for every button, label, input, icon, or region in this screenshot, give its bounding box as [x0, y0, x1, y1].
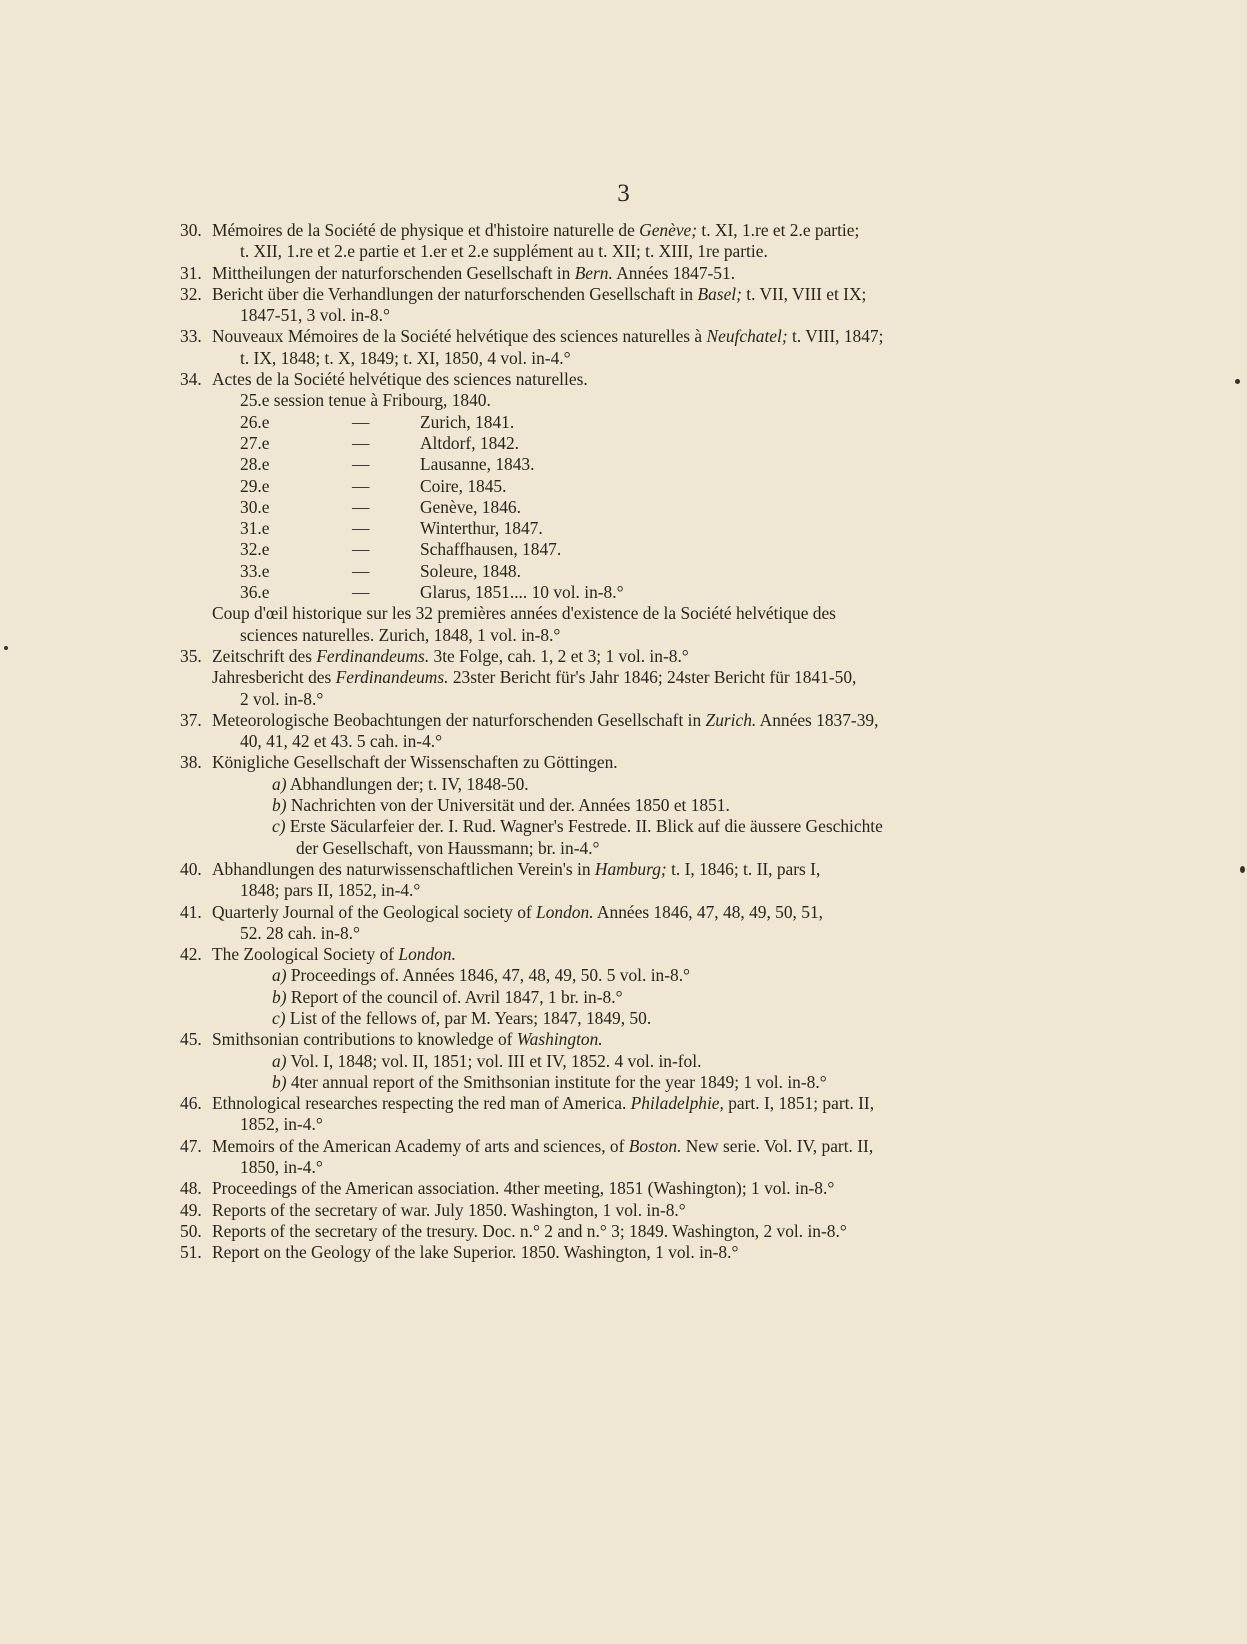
- sub-text: Proceedings of. Années 1846, 47, 48, 49, 50. 5 vol. in-8.°: [286, 965, 691, 986]
- entry-34: [180, 369, 1210, 646]
- session-place: Winterthur, 1847.: [420, 518, 543, 539]
- entry-text: 23ster Bericht für's Jahr 1846; 24ster Bericht für 1841-50,: [448, 667, 857, 688]
- entry-text: Années 1837-39,: [756, 709, 879, 730]
- session-dash: —: [352, 518, 370, 539]
- entry-text: Années 1846, 47, 48, 49, 50, 51,: [593, 901, 823, 922]
- session-row: [212, 561, 1210, 582]
- entry-place: Ferdinandeums.: [316, 645, 430, 666]
- session-place: Zurich, 1841.: [420, 411, 515, 432]
- ink-speck: [4, 646, 8, 650]
- entry-place: London.: [398, 944, 456, 965]
- entry-31: [180, 263, 1210, 284]
- ink-speck: [1235, 379, 1240, 384]
- entry-49: [180, 1200, 1210, 1221]
- entry-place: Ferdinandeums.: [335, 667, 449, 688]
- entry-text: t. XI, 1.re et 2.e partie;: [697, 220, 860, 240]
- entry-number: 30.: [180, 220, 202, 240]
- entry-place: Washington.: [516, 1029, 603, 1050]
- session-dash: —: [352, 496, 370, 517]
- session-dash: —: [352, 560, 370, 581]
- entry-text: 3te Folge, cah. 1, 2 et 3; 1 vol. in-8.°: [429, 645, 689, 666]
- sub-entry-b: [212, 1072, 1210, 1093]
- entry-number: 51.: [180, 1242, 202, 1263]
- entry-text: Actes de la Société helvétique des sciences naturelles.: [212, 369, 588, 390]
- session-row: [212, 433, 1210, 454]
- entry-place: Hamburg;: [594, 858, 667, 879]
- sub-marker: c): [272, 816, 286, 837]
- entry-continuation: 2 vol. in-8.°: [240, 688, 324, 709]
- session-number: 33.e: [240, 560, 270, 581]
- sub-marker: b): [272, 986, 287, 1007]
- sub-text: 4ter annual report of the Smithsonian institute for the year 1849; 1 vol. in-8.°: [286, 1071, 827, 1092]
- entry-place: Genève;: [639, 220, 698, 240]
- session-place: Schaffhausen, 1847.: [420, 539, 562, 560]
- session-number: 36.e: [240, 582, 270, 603]
- entry-30: [180, 220, 1210, 263]
- session-number: 26.e: [240, 411, 270, 432]
- catalogue-list: [180, 220, 1210, 1264]
- sub-text: Report of the council of. Avril 1847, 1 br. in-8.°: [286, 986, 623, 1007]
- sub-text: List of the fellows of, par M. Years; 1847, 1849, 50.: [285, 1007, 652, 1028]
- entry-35: [180, 646, 1210, 710]
- entry-text: Bericht über die Verhandlungen der naturforschenden Gesellschaft in: [212, 283, 698, 304]
- sub-marker: b): [272, 795, 287, 816]
- session-number: 27.e: [240, 432, 270, 453]
- entry-50: [180, 1221, 1210, 1242]
- sub-entry-b: [212, 795, 1210, 816]
- sub-text: Abhandlungen der; t. IV, 1848-50.: [286, 773, 529, 794]
- entry-number: 33.: [180, 326, 202, 347]
- session-place: Lausanne, 1843.: [420, 454, 535, 475]
- entry-number: 37.: [180, 709, 202, 730]
- entry-text: Meteorologische Beobachtungen der naturforschenden Gesellschaft in: [212, 709, 706, 730]
- entry-place: Bern.: [574, 262, 613, 283]
- sub-marker: a): [272, 1050, 287, 1071]
- entry-text: t. I, 1846; t. II, pars I,: [666, 858, 821, 879]
- entry-text: Mittheilungen der naturforschenden Gesellschaft in: [212, 262, 575, 283]
- entry-number: 38.: [180, 752, 202, 773]
- entry-number: 40.: [180, 858, 202, 879]
- entry-text: Coup d'œil historique sur les 32 premières années d'existence de la Société helvétique des: [212, 603, 836, 624]
- entry-text: Memoirs of the American Academy of arts and sciences, of: [212, 1135, 629, 1156]
- sub-entry-a: [212, 1051, 1210, 1072]
- entry-text: t. VII, VIII et IX;: [741, 283, 867, 304]
- entry-text: t. VIII, 1847;: [787, 326, 884, 347]
- entry-47: [180, 1136, 1210, 1179]
- entry-place: Neufchatel;: [706, 326, 788, 347]
- session-row: [212, 497, 1210, 518]
- session-number: 32.e: [240, 539, 270, 560]
- entry-text: Proceedings of the American association. 4ther meeting, 1851 (Washington); 1 vol. in-8.°: [212, 1178, 835, 1199]
- entry-text: The Zoological Society of: [212, 944, 399, 965]
- session-row: [212, 518, 1210, 539]
- entry-continuation: 1852, in-4.°: [240, 1114, 323, 1135]
- session-dash: —: [352, 475, 370, 496]
- entry-continuation: 1848; pars II, 1852, in-4.°: [240, 880, 421, 901]
- entry-text: part. I, 1851; part. II,: [723, 1093, 875, 1114]
- entry-text: Nouveaux Mémoires de la Société helvétique des sciences naturelles à: [212, 326, 707, 347]
- entry-continuation: 1847-51, 3 vol. in-8.°: [240, 305, 390, 326]
- session-list: [212, 412, 1210, 604]
- session-place: Glarus, 1851.... 10 vol. in-8.°: [420, 582, 624, 603]
- session-place: Soleure, 1848.: [420, 560, 521, 581]
- sub-entry-c: [212, 816, 1210, 837]
- ink-speck: [1240, 866, 1245, 873]
- entry-text: Ethnological researches respecting the red man of America.: [212, 1093, 631, 1114]
- entry-number: 31.: [180, 262, 202, 283]
- entry-continuation: sciences naturelles. Zurich, 1848, 1 vol. in-8.°: [240, 624, 561, 645]
- session-dash: —: [352, 454, 370, 475]
- entry-number: 32.: [180, 283, 202, 304]
- entry-number: 42.: [180, 944, 202, 965]
- entry-number: 50.: [180, 1220, 202, 1241]
- entry-text: Reports of the secretary of the tresury. Doc. n.° 2 and n.° 3; 1849. Washington, 2 vol. in-8.°: [212, 1220, 847, 1241]
- entry-text: Quarterly Journal of the Geological society of: [212, 901, 537, 922]
- entry-number: 34.: [180, 369, 202, 390]
- entry-text: Zeitschrift des: [212, 645, 317, 666]
- entry-place: Zurich.: [705, 709, 757, 730]
- entry-text: Königliche Gesellschaft der Wissenschaften zu Göttingen.: [212, 752, 618, 773]
- entry-text: New serie. Vol. IV, part. II,: [681, 1135, 874, 1156]
- entry-37: [180, 710, 1210, 753]
- sub-marker: a): [272, 773, 287, 794]
- entry-number: 41.: [180, 901, 202, 922]
- sub-entry-b: [212, 987, 1210, 1008]
- entry-continuation: 40, 41, 42 et 43. 5 cah. in-4.°: [240, 731, 443, 752]
- sub-marker: a): [272, 965, 287, 986]
- sub-entry-c: [212, 1008, 1210, 1029]
- entry-number: 48.: [180, 1178, 202, 1199]
- page-number: 3: [617, 180, 630, 207]
- sub-text: Vol. I, 1848; vol. II, 1851; vol. III et IV, 1852. 4 vol. in-fol.: [286, 1050, 702, 1071]
- sub-text: Nachrichten von der Universität und der. Années 1850 et 1851.: [286, 795, 730, 816]
- entry-text: Smithsonian contributions to knowledge of: [212, 1029, 517, 1050]
- session-place: Coire, 1845.: [420, 475, 507, 496]
- session-number: 31.e: [240, 518, 270, 539]
- entry-number: 35.: [180, 645, 202, 666]
- entry-number: 49.: [180, 1199, 202, 1220]
- entry-text: Années 1847-51.: [612, 262, 736, 283]
- session-number: 30.e: [240, 496, 270, 517]
- entry-text: Abhandlungen des naturwissenschaftlichen Verein's in: [212, 858, 595, 879]
- session-place: Altdorf, 1842.: [420, 432, 520, 453]
- sub-continuation: der Gesellschaft, von Haussmann; br. in-4.°: [296, 837, 600, 858]
- sub-marker: c): [272, 1007, 286, 1028]
- session-number: 28.e: [240, 454, 270, 475]
- entry-number: 45.: [180, 1029, 202, 1050]
- entry-text: Mémoires de la Société de physique et d'histoire naturelle de: [212, 220, 640, 240]
- sub-entry-a: [212, 965, 1210, 986]
- entry-continuation: t. XII, 1.re et 2.e partie et 1.er et 2.e supplément au t. XII; t. XIII, 1re partie.: [240, 241, 768, 262]
- entry-33: [180, 326, 1210, 369]
- entry-text: Reports of the secretary of war. July 1850. Washington, 1 vol. in-8.°: [212, 1199, 686, 1220]
- entry-45: [180, 1029, 1210, 1093]
- entry-40: [180, 859, 1210, 902]
- session-row: [212, 582, 1210, 603]
- session-dash: —: [352, 539, 370, 560]
- session-row: [212, 476, 1210, 497]
- entry-continuation: 1850, in-4.°: [240, 1157, 323, 1178]
- entry-46: [180, 1093, 1210, 1136]
- session-place: Genève, 1846.: [420, 496, 521, 517]
- session-row: [212, 412, 1210, 433]
- entry-number: 46.: [180, 1093, 202, 1114]
- session-dash: —: [352, 432, 370, 453]
- sub-text: Erste Säcularfeier der. I. Rud. Wagner's Festrede. II. Blick auf die äussere Geschichte: [285, 816, 883, 837]
- session-row: [212, 539, 1210, 560]
- entry-continuation: 52. 28 cah. in-8.°: [240, 922, 360, 943]
- entry-38: [180, 752, 1210, 858]
- entry-text: Jahresbericht des: [212, 667, 336, 688]
- entry-place: Boston.: [628, 1135, 682, 1156]
- entry-42: [180, 944, 1210, 1029]
- entry-51: [180, 1242, 1210, 1263]
- session-first: 25.e session tenue à Fribourg, 1840.: [240, 390, 491, 411]
- entry-41: [180, 902, 1210, 945]
- session-dash: —: [352, 411, 370, 432]
- entry-place: Philadelphie,: [630, 1093, 724, 1114]
- entry-48: [180, 1178, 1210, 1199]
- entry-number: 47.: [180, 1135, 202, 1156]
- session-number: 29.e: [240, 475, 270, 496]
- session-row: [212, 454, 1210, 475]
- sub-marker: b): [272, 1071, 287, 1092]
- session-dash: —: [352, 582, 370, 603]
- entry-text: Report on the Geology of the lake Superior. 1850. Washington, 1 vol. in-8.°: [212, 1242, 739, 1263]
- entry-place: Basel;: [697, 283, 742, 304]
- entry-32: [180, 284, 1210, 327]
- entry-place: London.: [536, 901, 594, 922]
- sub-entry-a: [212, 774, 1210, 795]
- entry-continuation: t. IX, 1848; t. X, 1849; t. XI, 1850, 4 vol. in-4.°: [240, 347, 571, 368]
